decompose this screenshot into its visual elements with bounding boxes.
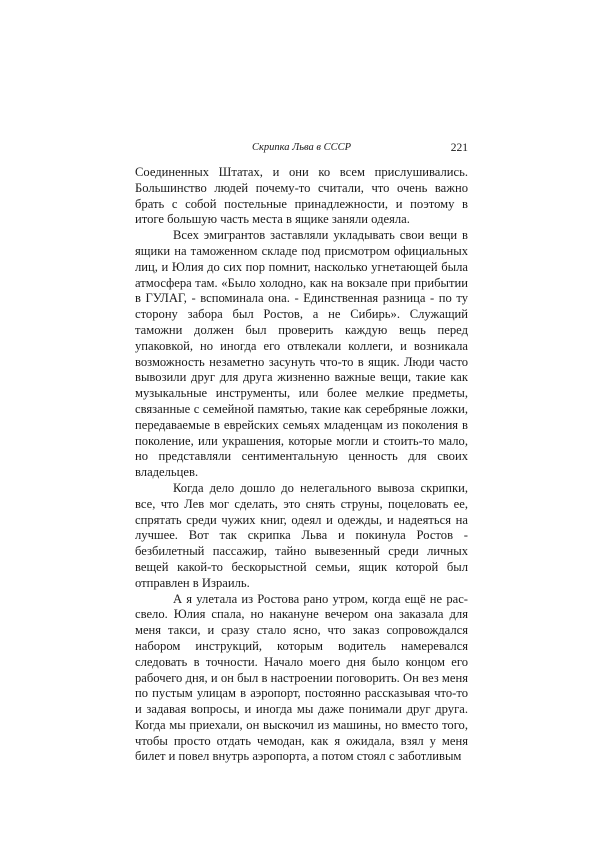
paragraph-1: Соединенных Штатах, и они ко всем прислушивались. Большинство людей почему-то считали, что очень важно брать с собой постельные принадлежности, и поэтому в итоге большую часть места в ящике заняли одеяла. (135, 165, 468, 227)
body-text (135, 165, 468, 765)
paragraph-4: А я улетала из Ростова рано утром, когда ещё не рас-свело. Юлия спала, но накануне вечером она заказала для меня такси, и сразу стало ясно, что заказ сопровождался набором инструкций, которым водитель намеревался следовать в точности. Начало моего дня было концом его рабочего дня, и он был в настроении поговорить. Он вез меня по пустым улицам в аэропорт, постоянно рассказывая что-то и задавая вопросы, и иногда мы даже понимали друг друга. Когда мы приехали, он выскочил из машины, но вместо того, чтобы просто отдать чемодан, как я ожидала, взял у меня билет и повел внутрь аэропорта, а потом стоял с заботливым (135, 591, 468, 764)
running-title: Скрипка Льва в СССР (251, 142, 352, 153)
page-number: 221 (450, 142, 468, 154)
paragraph-2: Всех эмигрантов заставляли укладывать свои вещи в ящики на таможенном складе под присмотром официальных лиц, и Юлия до сих пор помнит, насколько угнетающей была атмосфера там. «Было холодно, как на вокзале при прибытии в ГУЛАГ, - вспоминала она. - Единственная разница - по ту сторону забора был Ростов, а не Сибирь». Служащий таможни должен был проверить каждую вещь перед упаковкой, но иногда его отвлекали коллеги, и возникала возможность незаметно засунуть что-то в ящик. Люди часто вывозили друг для друга жизненно важные вещи, такие как музыкальные инструменты, или более мелкие предметы, связанные с семейной памятью, такие как серебряные ложки, передаваемые в еврейских семьях младенцам из поколения в поколение, или украшения, которые могли и стоить-то мало, но представляли сентиментальную ценность для своих владельцев. (135, 228, 468, 480)
paragraph-3: Когда дело дошло до нелегального вывоза скрипки, все, что Лев мог сделать, это снять струны, поцеловать ее, спрятать среди чужих книг, одеял и одежды, и надеяться на лучшее. Вот так скрипка Льва и покинула Ростов - безбилетный пассажир, тайно вывезенный среди личных вещей какой-то бескорыстной семьи, ящик которой был отправлен в Израиль. (135, 480, 468, 590)
running-head (135, 141, 468, 157)
